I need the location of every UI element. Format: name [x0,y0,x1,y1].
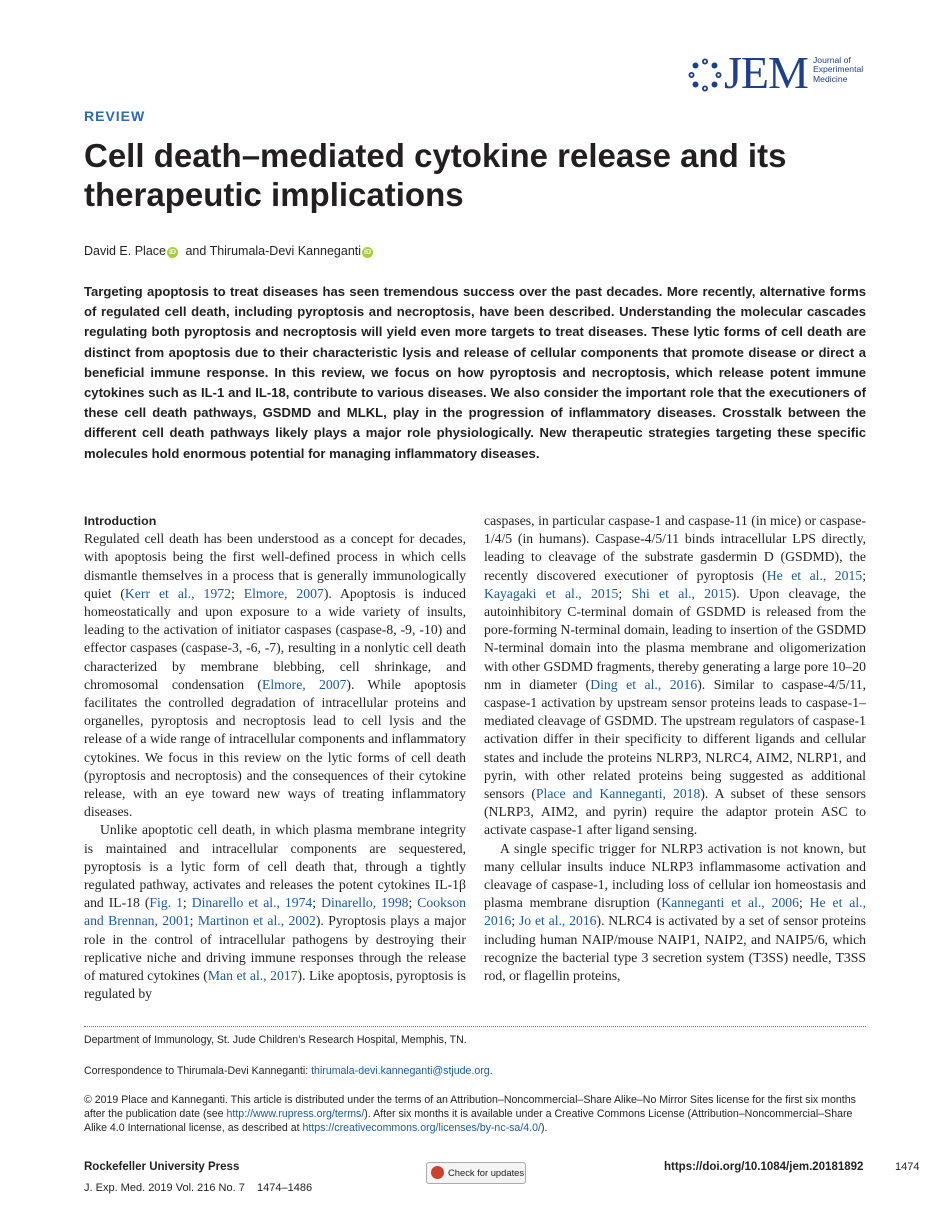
section-heading: Introduction [84,514,157,528]
article-title: Cell death–mediated cytokine release and its therapeutic implications [84,137,787,213]
body-column-left [84,512,466,1003]
citation-link[interactable]: He et al., 2015 [766,567,863,583]
logo-wordmark: JEM [724,47,808,98]
author-list: David E. Place iD and Thirumala-Devi Kanneganti iD [84,244,372,258]
paragraph: Unlike apoptotic cell death, in which plasma membrane integrity is maintained and intracellular components are sequestered, pyroptosis is a lytic form of cell death that, through a tightly regulated pathway, activates and releases the potent cytokines IL-1β and IL-18 (Fig. 1; Dinarello et al., 1974; Dinarello, 1998; Cookson and Brennan, 2001; Martinon et al., 2002). Pyroptosis plays a major role in the control of intracellular pathogens by destroying their replicative niche and driving immune responses through the release of matured cytokines (Man et al., 2017). Like apoptosis, pyroptosis is regulated by [84,822,466,1002]
orcid-icon[interactable]: iD [364,249,372,256]
email-link[interactable]: thirumala-devi.kanneganti@stjude.org [311,1065,490,1077]
terms-link[interactable]: http://www.rupress.org/terms/ [226,1108,365,1121]
abstract: Targeting apoptosis to treat diseases has seen tremendous success over the past decades. More recently, alternative forms of regulated cell death, including pyroptosis and necroptosis, have been described. Understanding the molecular cascades regulating both pyroptosis and necroptosis will yield even more targets to treat diseases. These lytic forms of cell death are distinct from apoptosis due to their characteristic lysis and release of cellular components that promote disease or direct a beneficial immune response. In this review, we focus on how pyroptosis and necroptosis, which release potent immune cytokines such as IL-1 and IL-18, contribute to various diseases. We also consider the important role that the executioners of these cell death pathways, GSDMD and MLKL, play in the progression of inflammatory diseases. Crosstalk between the different cell death pathways likely plays a major role physiologically. New therapeutic strategies targeting these specific molecules hold enormous potential for managing inflammatory diseases. [84,284,866,461]
citation-link[interactable]: Kerr et al., 1972 [124,585,231,601]
page-number: 1474 [895,1161,920,1173]
author-name: Thirumala-Devi Kanneganti [209,244,362,258]
citation-link[interactable]: Dinarello et al., 1974 [191,895,313,911]
logo-subtitle: Journal of Experimental Medicine [813,55,864,84]
license-note: © 2019 Place and Kanneganti. This article is distributed under the terms of an Attribution–Noncommercial–Share Alike–No Mirror Sites license for the first six months after the publication date (see http://www.rupress.org/terms/). After six months it is available under a Creative Commons License (Attribution–Noncommercial–Share Alike 4.0 International license, as described at https://creativecommons.org/licenses/by-nc-sa/4.0/). [84,1094,856,1135]
citation-link[interactable]: Cookson and Brennan, 2001 [84,895,466,929]
citation-link[interactable]: Jo et al., 2016 [518,913,597,929]
body-column-right [484,512,866,985]
figure-link[interactable]: Fig. 1 [149,895,183,911]
citation-link[interactable]: Shi et al., 2015 [631,585,732,601]
citation-link[interactable]: Kayagaki et al., 2015 [484,585,619,601]
paragraph: A single specific trigger for NLRP3 activation is not known, but many cellular insults induce NLRP3 inflammasome activation and cleavage of caspase-1, including loss of cellular ion homeostasis and plasma membrane disruption (Kanneganti et al., 2006; He et al., 2016; Jo et al., 2016). NLRC4 is activated by a set of sensor proteins including human NAIP/mouse NAIP1, NAIP2, and NAIP5/6, which recognize the bacterial type 3 secretion system (T3SS) needle, T3SS rod, or flagellin proteins, [484,840,866,984]
paragraph: Regulated cell death has been understood as a concept for decades, with apoptosis being the first well-defined process in which cells dismantle themselves in a process that is generally immunologically quiet (Kerr et al., 1972; Elmore, 2007). Apoptosis is induced homeostatically and upon exposure to a wide variety of insults, leading to the activation of initiator caspases (caspase-8, -9, -10) and effector caspases (caspase-3, -6, -7), resulting in a nonlytic cell death characterized by membrane blebbing, cell shrinkage, and chromosomal condensation (Elmore, 2007). While apoptosis facilitates the controlled degradation of intracellular proteins and organelles, pyroptosis and necroptosis lead to cell lysis and the release of a wide range of intracellular components and inflammatory cytokines. We focus in this review on the lytic forms of cell death (pyroptosis and necroptosis) and the consequences of their cytokine release, with an eye toward new ways of treating inflammatory diseases. [84,531,466,820]
journal-reference: J. Exp. Med. 2019 Vol. 216 No. 7 1474–1486 [84,1182,313,1194]
citation-link[interactable]: Kanneganti et al., 2006 [661,895,799,911]
footnote-divider [84,1026,866,1027]
paragraph: caspases, in particular caspase-1 and caspase-11 (in mice) or caspase-1/4/5 (in humans). Caspase-4/5/11 binds intracellular LPS directly, leading to cleavage of the substrate gasdermin D (GSDMD), the recently discovered executioner of pyroptosis (He et al., 2015; Kayagaki et al., 2015; Shi et al., 2015). Upon cleavage, the autoinhibitory C-terminal domain of GSDMD is released from the pore-forming N-terminal domain, leading to insertion of the GSDMD N-terminal domain into the plasma membrane and oligomerization with other GSDMD fragments, thereby generating a large pore 10–20 nm in diameter (Ding et al., 2016). Similar to caspase-4/5/11, caspase-1 activation by upstream sensor proteins leads to caspase-1–mediated cleavage of GSDMD. The upstream regulators of caspase-1 activation differ in their specificity to different ligands and cellular states and include the proteins NLRP3, NLRC4, AIM2, NLRP1, and pyrin, with other related proteins being suggested as additional sensors (Place and Kanneganti, 2018). A subset of these sensors (NLRP3, AIM2, and pyrin) require the adaptor protein ASC to activate caspase-1 after ligand sensing. [484,513,866,838]
license-link[interactable]: https://creativecommons.org/licenses/by-nc-sa/4.0/ [302,1122,541,1135]
citation-link[interactable]: Ding et al., 2016 [590,676,698,692]
citation-link[interactable]: Dinarello, 1998 [321,895,409,911]
check-for-updates-label: Check for updates [448,1167,525,1178]
publisher-name: Rockefeller University Press [84,1161,240,1173]
check-for-updates-button[interactable] [426,1162,526,1184]
article-type: REVIEW [84,108,146,124]
correspondence-note: Correspondence to Thirumala-Devi Kanneganti: thirumala-devi.kanneganti@stjude.org. [84,1065,493,1077]
journal-logo [688,47,870,98]
orcid-icon[interactable]: iD [168,249,176,256]
author-name: David E. Place [84,244,166,258]
citation-link[interactable]: Place and Kanneganti, 2018 [535,786,701,802]
citation-link[interactable]: Man et al., 2017 [207,968,298,984]
citation-link[interactable]: Elmore, 2007 [261,676,347,692]
affiliation-note: Department of Immunology, St. Jude Children’s Research Hospital, Memphis, TN. [84,1034,467,1046]
citation-link[interactable]: He et al., 2016 [484,895,866,929]
crossmark-icon [431,1166,444,1179]
citation-link[interactable]: Elmore, 2007 [243,585,324,601]
doi-link[interactable]: https://doi.org/10.1084/jem.20181892 [664,1161,864,1173]
citation-link[interactable]: Martinon et al., 2002 [197,913,316,929]
jem-logo-mark-icon [688,58,722,92]
